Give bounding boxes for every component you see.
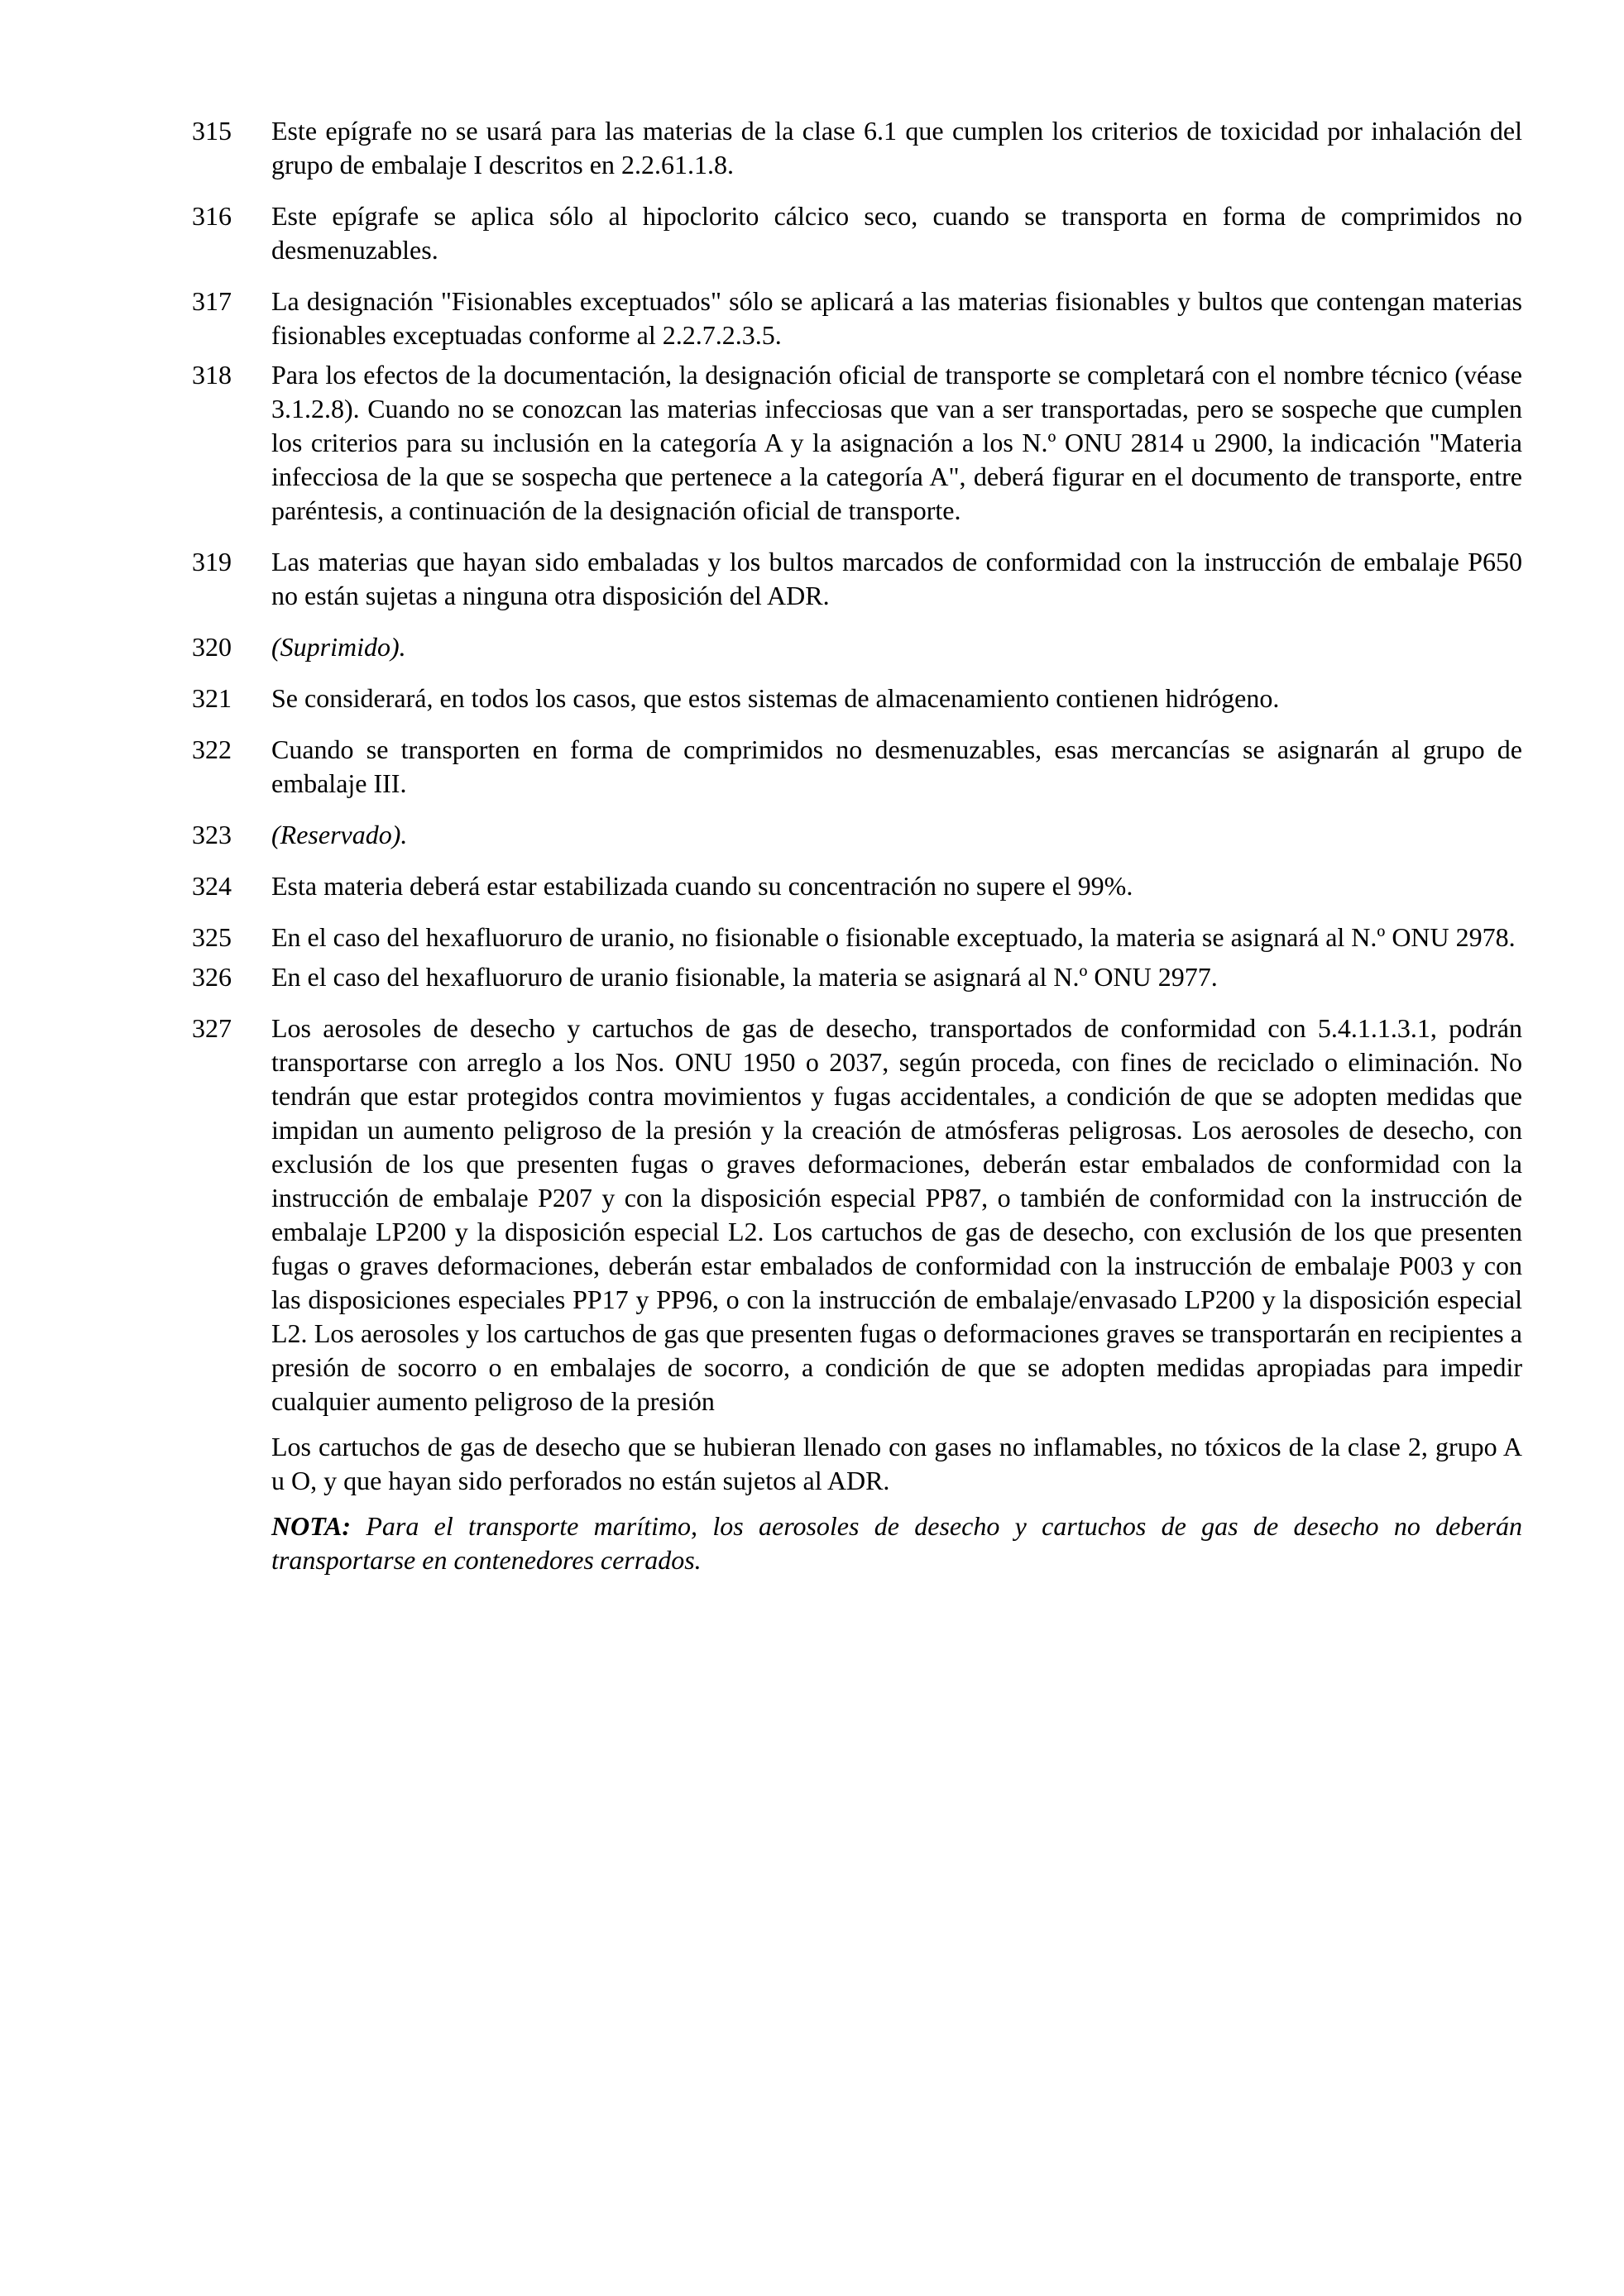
provision-number: 327: [192, 1013, 232, 1043]
provision-number: 325: [192, 922, 232, 952]
provision-text: Para los efectos de la documentación, la designación oficial de transporte se completará con el nombre técnico (véase 3.1.2.8). Cuando no se conozcan las materias infecciosas que van a ser transportadas, pero se sospeche que cumplen los criterios para su inclusión en la categoría A y la asignación a los N.º ONU 2814 u 2900, la indicación "Materia infecciosa de la que se sospecha que pertenece a la categoría A", deberá figurar en el documento de transporte, entre paréntesis, a continuación de la designación oficial de transporte.: [271, 360, 1522, 525]
provision-text: En el caso del hexafluoruro de uranio fisionable, la materia se asignará al N.º ONU 2977.: [271, 962, 1218, 992]
provision-321: [192, 682, 1522, 715]
provision-number: 319: [192, 547, 232, 576]
provision-body: [271, 630, 1522, 664]
provision-body: [271, 733, 1522, 801]
provision-326: [192, 960, 1522, 994]
provision-body: [271, 818, 1522, 852]
provision-327: [192, 1012, 1522, 1577]
provision-322: [192, 733, 1522, 801]
provision-319: [192, 545, 1522, 613]
provision-text: Cuando se transporten en forma de comprimidos no desmenuzables, esas mercancías se asignarán al grupo de embalaje III.: [271, 734, 1522, 798]
provision-text: Este epígrafe no se usará para las materias de la clase 6.1 que cumplen los criterios de toxicidad por inhalación del grupo de embalaje I descritos en 2.2.61.1.8.: [271, 116, 1522, 179]
note-text: Para el transporte marítimo, los aerosoles de desecho y cartuchos de gas de desecho no deberán transportarse en contenedores cerrados.: [271, 1511, 1523, 1575]
provision-text: Esta materia deberá estar estabilizada cuando su concentración no supere el 99%.: [271, 871, 1133, 901]
provision-body: [271, 199, 1522, 267]
provision-text: En el caso del hexafluoruro de uranio, no fisionable o fisionable exceptuado, la materia se asignará al N.º ONU 2978.: [271, 922, 1516, 952]
provision-318: [192, 358, 1522, 528]
note-paragraph: [271, 1509, 1522, 1577]
provision-number: 320: [192, 632, 232, 662]
provision-number: 316: [192, 201, 232, 231]
provision-text: Las materias que hayan sido embaladas y los bultos marcados de conformidad con la instrucción de embalaje P650 no están sujetas a ninguna otra disposición del ADR.: [271, 547, 1522, 610]
provision-323: [192, 818, 1522, 852]
provision-number: 317: [192, 286, 232, 316]
provision-text: (Suprimido).: [271, 632, 406, 662]
provision-text: (Reservado).: [271, 820, 408, 849]
provision-body: [271, 545, 1522, 613]
provision-body: [271, 960, 1522, 994]
provision-body: [271, 1012, 1522, 1577]
provision-number: 318: [192, 360, 232, 390]
provision-number: 322: [192, 734, 232, 764]
provision-text: Se considerará, en todos los casos, que estos sistemas de almacenamiento contienen hidrógeno.: [271, 683, 1280, 713]
provision-body: [271, 114, 1522, 182]
provision-text: Los aerosoles de desecho y cartuchos de gas de desecho, transportados de conformidad con 5.4.1.1.3.1, podrán transportarse con arreglo a los Nos. ONU 1950 o 2037, según proceda, con fines de reciclado o eliminación. No tendrán que estar protegidos contra movimientos y fugas accidentales, a condición de que se adopten medidas que impidan un aumento peligroso de la presión y la creación de atmósferas peligrosas. Los aerosoles de desecho, con exclusión de los que presenten fugas o graves deformaciones, deberán estar embalados de conformidad con la instrucción de embalaje P207 y con la disposición especial PP87, o también de conformidad con la instrucción de embalaje LP200 y la disposición especial L2. Los cartuchos de gas de desecho, con exclusión de los que presenten fugas o graves deformaciones, deberán estar embalados de conformidad con la instrucción de embalaje P003 y con las disposiciones especiales PP17 y PP96, o con la instrucción de embalaje/envasado LP200 y la disposición especial L2. Los aerosoles y los cartuchos de gas que presenten fugas o deformaciones graves se transportarán en recipientes a presión de socorro o en embalajes de socorro, a condición de que se adopten medidas apropiadas para impedir cualquier aumento peligroso de la presión: [271, 1013, 1522, 1416]
provision-number: 323: [192, 820, 232, 849]
provision-body: [271, 921, 1522, 954]
provision-317: [192, 285, 1522, 352]
provision-body: [271, 358, 1522, 528]
provision-text: Los cartuchos de gas de desecho que se hubieran llenado con gases no inflamables, no tóxicos de la clase 2, grupo A u O, y que hayan sido perforados no están sujetos al ADR.: [271, 1432, 1522, 1495]
provision-body: [271, 869, 1522, 903]
provision-315: [192, 114, 1522, 182]
provision-number: 321: [192, 683, 232, 713]
provision-number: 324: [192, 871, 232, 901]
provision-324: [192, 869, 1522, 903]
provision-body: [271, 682, 1522, 715]
provision-number: 326: [192, 962, 232, 992]
note-label: NOTA:: [271, 1511, 351, 1541]
provision-text: Este epígrafe se aplica sólo al hipoclorito cálcico seco, cuando se transporta en forma de comprimidos no desmenuzables.: [271, 201, 1522, 265]
provision-316: [192, 199, 1522, 267]
provision-body: [271, 285, 1522, 352]
provision-number: 315: [192, 116, 232, 146]
special-provisions-list: [192, 114, 1522, 1595]
provision-text: La designación "Fisionables exceptuados" sólo se aplicará a las materias fisionables y bultos que contengan materias fisionables exceptuadas conforme al 2.2.7.2.3.5.: [271, 286, 1522, 350]
provision-320: [192, 630, 1522, 664]
provision-325: [192, 921, 1522, 954]
